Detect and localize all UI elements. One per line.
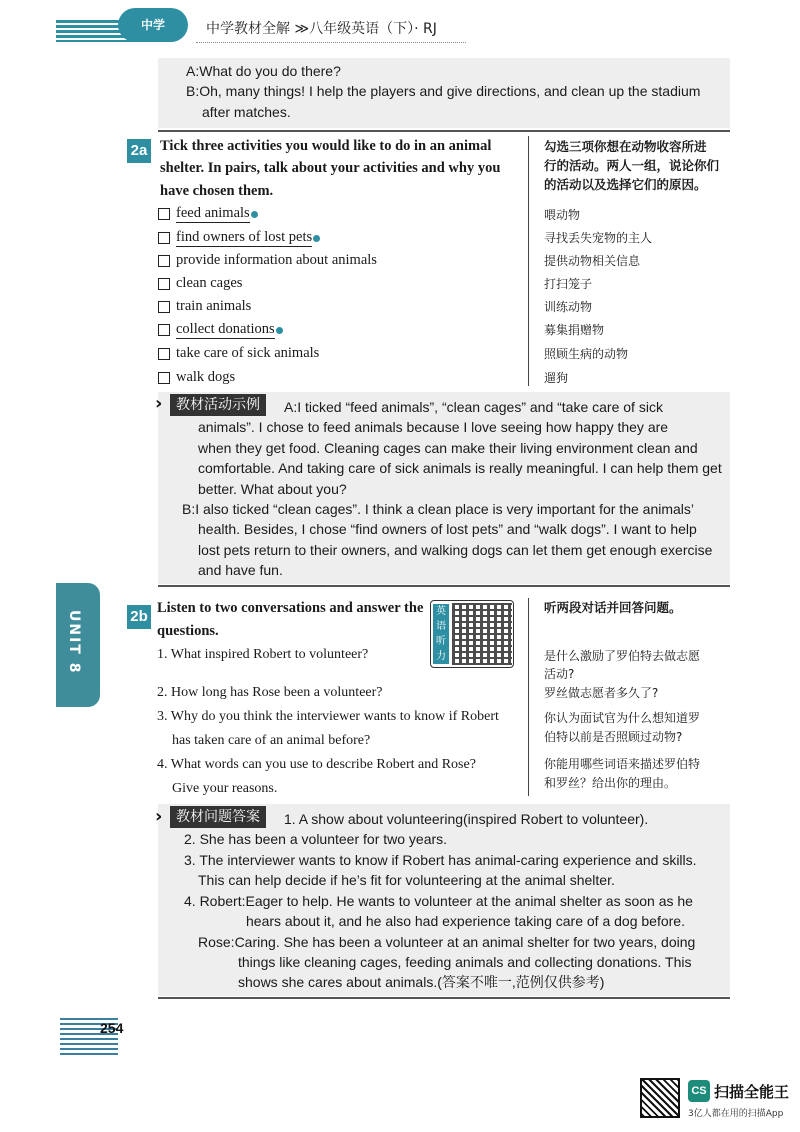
s2a-cn-instruction-3: 的活动以及选择它们的原因。 <box>544 177 707 192</box>
scanner-qr-icon <box>640 1078 680 1118</box>
option-take-care-sick[interactable]: take care of sick animals <box>158 345 319 362</box>
option-clean-cages[interactable]: clean cages <box>158 275 242 292</box>
checkbox[interactable] <box>158 208 170 220</box>
checkbox[interactable] <box>158 255 170 267</box>
scanner-app-name: 扫描全能王 <box>714 1083 790 1101</box>
listening-qr-label: 英语听力 <box>433 604 449 664</box>
s2a-instruction-3: have chosen them. <box>160 183 274 199</box>
question-3a: 3. Why do you think the interviewer wants to know if Robert <box>157 709 499 724</box>
qr-code-icon[interactable] <box>452 603 512 665</box>
s2a-cn-instruction-2: 行的活动。两人一组，说论你们 <box>544 158 720 173</box>
option-collect-donations[interactable]: collect donations <box>158 321 283 339</box>
checkbox[interactable] <box>158 348 170 360</box>
answer-line-4: This can help decide if he’s fit for volunteering at the animal shelter. <box>198 872 615 888</box>
option-train-animals[interactable]: train animals <box>158 298 251 315</box>
question-2: 2. How long has Rose been a volunteer? <box>157 685 383 700</box>
dialog-line-b2: after matches. <box>202 104 291 120</box>
column-divider <box>528 136 529 386</box>
s2b-cn-instruction: 听两段对话并回答问题。 <box>544 600 682 615</box>
question-cn-3b: 伯特以前是否照顾过动物? <box>544 730 683 744</box>
example-line-8: lost pets return to their owners, and walking dogs can let them get enough exercise <box>198 542 713 558</box>
answer-line-1: 1. A show about volunteering(inspired Robert to volunteer). <box>284 811 649 827</box>
answer-line-6: hears about it, and he also had experience taking care of a dog before. <box>246 913 685 929</box>
option-cn-3: 提供动物相关信息 <box>544 254 641 268</box>
question-cn-4a: 你能用哪些词语来描述罗伯特 <box>544 757 701 771</box>
question-cn-4b: 和罗丝？给出你的理由。 <box>544 776 677 790</box>
option-cn-2: 寻找丢失宠物的主人 <box>544 231 653 245</box>
option-provide-information[interactable]: provide information about animals <box>158 252 377 269</box>
s2b-instruction-1: Listen to two conversations and answer the <box>157 600 424 616</box>
header-dotted-rule <box>196 42 466 43</box>
option-feed-animals[interactable]: feed animals <box>158 205 258 223</box>
section-rule <box>158 585 730 587</box>
example-line-2: animals”. I chose to feed animals because I love seeing how happy they are <box>198 419 669 435</box>
unit-tab-label: UNIT 8 <box>66 610 82 675</box>
question-cn-3a: 你认为面试官为什么想知道罗 <box>544 711 701 725</box>
option-cn-1: 喂动物 <box>544 208 581 222</box>
checkbox[interactable] <box>158 372 170 384</box>
question-4a: 4. What words can you use to describe Robert and Rose? <box>157 757 476 772</box>
option-cn-6: 募集捐赠物 <box>544 323 605 337</box>
option-cn-4: 打扫笼子 <box>544 277 593 291</box>
s2a-instruction-1: Tick three activities you would like to do in an animal <box>160 138 492 154</box>
answer-line-2: 2. She has been a volunteer for two years. <box>184 831 448 847</box>
checkbox[interactable] <box>158 278 170 290</box>
example-line-9: and have fun. <box>198 562 283 578</box>
example-line-6: B:I also ticked “clean cages”. I think a clean place is very important for the animals’ <box>182 501 695 517</box>
section-rule <box>158 130 730 132</box>
answer-line-8: things like cleaning cages, feeding animals and collecting donations. This <box>238 954 692 970</box>
question-4b: Give your reasons. <box>172 781 278 796</box>
scanner-app-logo: CS <box>688 1080 710 1102</box>
header-title: 中学教材全解 ≫八年级英语（下）· RJ <box>206 21 437 37</box>
question-cn-1b: 活动? <box>544 667 575 681</box>
section-tag-2b: 2b <box>127 605 151 629</box>
note-icon <box>251 211 258 218</box>
answers-label: 教材问题答案 <box>170 806 266 828</box>
scanner-app-tagline: 3亿人都在用的扫描App <box>688 1109 784 1119</box>
question-cn-1a: 是什么激励了罗伯特去做志愿 <box>544 649 701 663</box>
question-3b: has taken care of an animal before? <box>172 733 371 748</box>
option-find-owners[interactable]: find owners of lost pets <box>158 229 320 247</box>
option-cn-7: 照顾生病的动物 <box>544 347 629 361</box>
example-line-5: better. What about you? <box>198 481 347 497</box>
section-rule <box>158 997 730 999</box>
answer-line-9: shows she cares about animals.(答案不唯一,范例仅供参考) <box>238 974 605 990</box>
note-icon <box>276 327 283 334</box>
example-label: 教材活动示例 <box>170 394 266 416</box>
column-divider <box>528 598 529 796</box>
s2a-cn-instruction-1: 勾选三项你想在动物收容所进 <box>544 139 707 154</box>
dialog-line-a: A:What do you do there? <box>186 63 341 79</box>
checkbox[interactable] <box>158 232 170 244</box>
checkbox[interactable] <box>158 301 170 313</box>
s2a-instruction-2: shelter. In pairs, talk about your activities and why you <box>160 160 501 176</box>
example-line-1: A:I ticked “feed animals”, “clean cages” and “take care of sick <box>284 399 663 415</box>
note-icon <box>313 235 320 242</box>
option-cn-5: 训练动物 <box>544 300 593 314</box>
s2b-instruction-2: questions. <box>157 623 219 639</box>
page-number: 254 <box>100 1020 124 1036</box>
chevron-right-icon: › <box>155 806 163 827</box>
answer-line-5: 4. Robert:Eager to help. He wants to volunteer at the animal shelter as soon as he <box>184 893 693 909</box>
example-line-7: health. Besides, I chose “find owners of lost pets” and “walk dogs”. I want to help <box>198 521 697 537</box>
section-tag-2a: 2a <box>127 139 151 163</box>
page-header <box>56 8 736 42</box>
option-cn-8: 遛狗 <box>544 371 569 385</box>
question-cn-2: 罗丝做志愿者多久了? <box>544 686 659 700</box>
example-line-4: comfortable. And taking care of sick animals is really meaningful. I can help them get <box>198 460 722 476</box>
header-logo: 中学 <box>118 8 188 42</box>
chevron-right-icon: › <box>155 393 163 414</box>
question-1: 1. What inspired Robert to volunteer? <box>157 647 369 662</box>
option-walk-dogs[interactable]: walk dogs <box>158 369 235 386</box>
answer-line-3: 3. The interviewer wants to know if Robert has animal-caring experience and skills. <box>184 852 697 868</box>
example-line-3: when they get food. Cleaning cages can make their living environment clean and <box>198 440 698 456</box>
checkbox[interactable] <box>158 324 170 336</box>
dialog-line-b1: B:Oh, many things! I help the players and give directions, and clean up the stadium <box>186 83 701 99</box>
answer-line-7: Rose:Caring. She has been a volunteer at an animal shelter for two years, doing <box>198 934 696 950</box>
